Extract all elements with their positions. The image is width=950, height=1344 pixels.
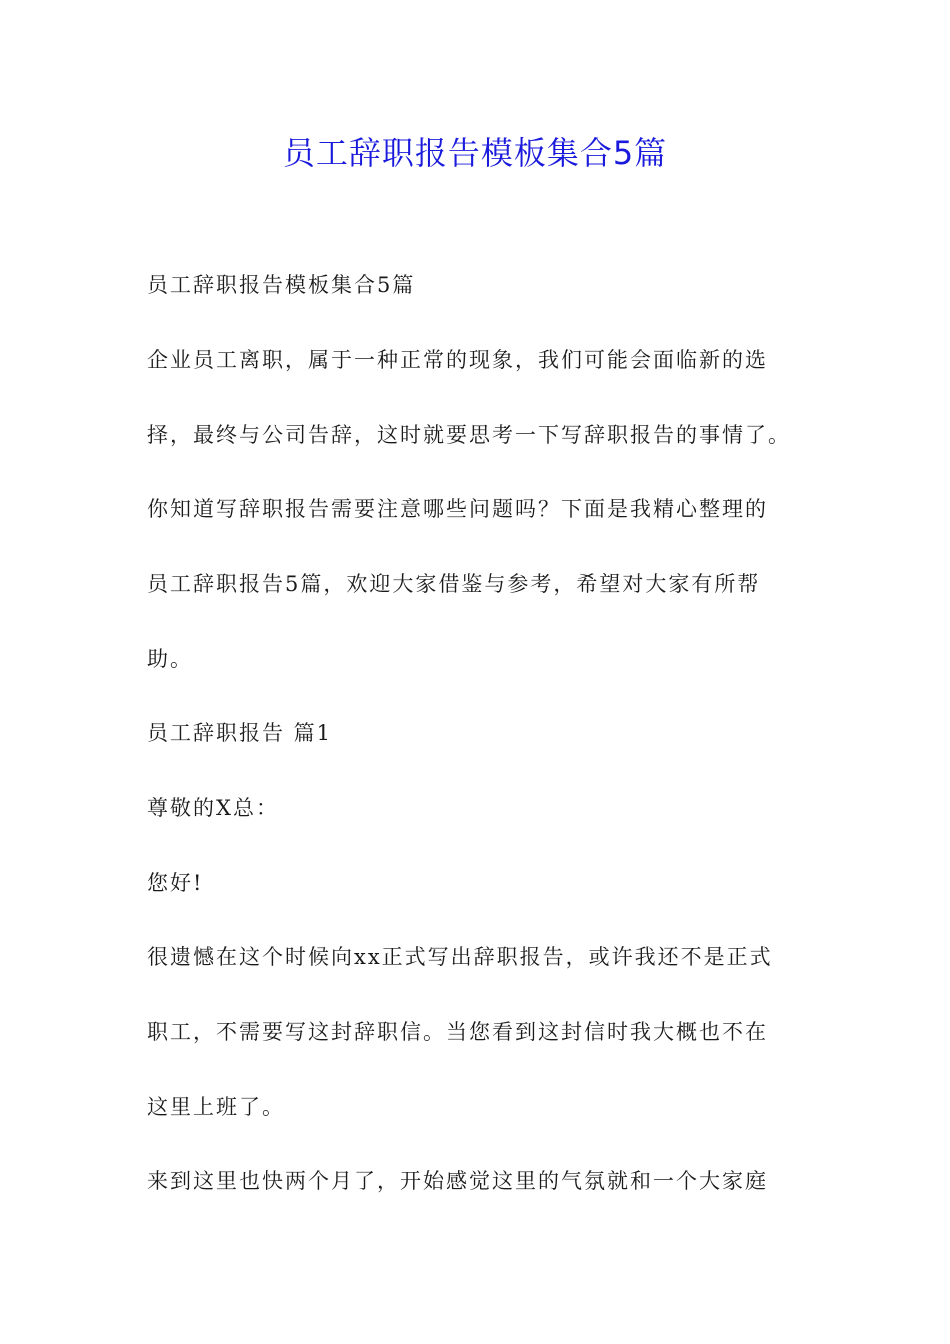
- section-heading: 员工辞职报告 篇1: [147, 721, 333, 745]
- paragraph-line: 来到这里也快两个月了，开始感觉这里的气氛就和一个大家庭: [147, 1169, 768, 1193]
- paragraph-line: 职工，不需要写这封辞职信。当您看到这封信时我大概也不在: [147, 1020, 768, 1044]
- salutation-line: 尊敬的X总：: [147, 796, 279, 820]
- paragraph-line: 这里上班了。: [147, 1095, 285, 1119]
- paragraph-line: 助。: [147, 647, 193, 671]
- paragraph-line: 很遗憾在这个时候向xx正式写出辞职报告，或许我还不是正式: [147, 945, 773, 969]
- paragraph-line: 员工辞职报告5篇，欢迎大家借鉴与参考，希望对大家有所帮: [147, 572, 761, 596]
- paragraph-line: 你知道写辞职报告需要注意哪些问题吗？下面是我精心整理的: [147, 497, 768, 521]
- paragraph-line: 择，最终与公司告辞，这时就要思考一下写辞职报告的事情了。: [147, 423, 791, 447]
- document-title: 员工辞职报告模板集合5篇: [282, 134, 668, 172]
- subtitle-line: 员工辞职报告模板集合5篇: [147, 273, 416, 297]
- greeting-line: 您好!: [147, 871, 204, 895]
- paragraph-line: 企业员工离职，属于一种正常的现象，我们可能会面临新的选: [147, 348, 768, 372]
